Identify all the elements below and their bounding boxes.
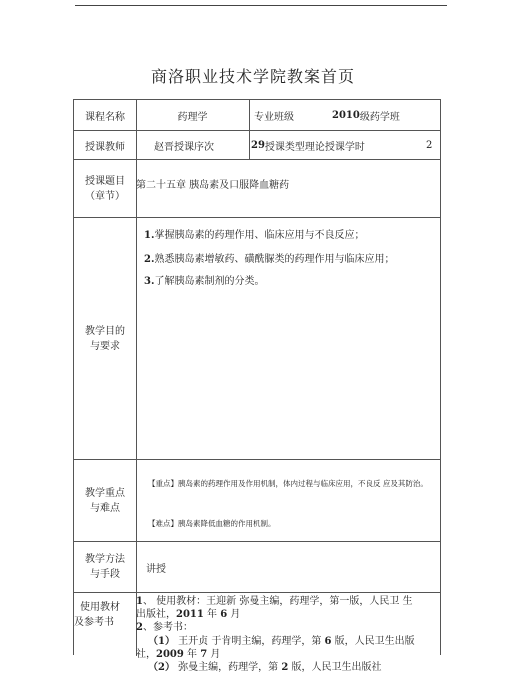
course-label: 课程名称 (85, 111, 125, 123)
method-label-line1: 教学方法 (85, 554, 125, 565)
course-row (74, 100, 440, 131)
keypoints-label-line2: 与难点 (90, 502, 120, 514)
top-rule (75, 5, 447, 6)
objective-item: 3.了解胰岛素制剂的分类。 (144, 276, 265, 287)
ref-line: （1） 王开贞 于肯明主编，药理学，第 6 版，人民卫生出版 (148, 636, 415, 647)
keypoints-label (74, 460, 136, 541)
hours-value: 2 (426, 139, 433, 151)
refs-row (74, 593, 440, 673)
topic-value: 第二十五章 胰岛素及口服降血糖药 (136, 180, 290, 191)
ref-line: 社，2009 年 7 月 (136, 649, 221, 660)
order-label: 授课序次 (174, 141, 214, 153)
class-year: 2010 (332, 109, 360, 121)
refs-label (74, 593, 136, 656)
ref-line: 1、 使用教材：王迎新 弥曼主编，药理学，第一版，人民卫 生 (136, 596, 413, 607)
refs-label-line1: 使用教材 (80, 601, 120, 613)
teacher-label: 授课教师 (85, 141, 125, 153)
ref-line: 出版社，2011 年 6 月 (136, 609, 241, 620)
class-name: 级药学班 (359, 111, 400, 123)
topic-label-line1: 授课题目 (85, 175, 125, 187)
objectives-label-line2: 与要求 (90, 340, 120, 352)
refs-label-line2: 及参考书 (74, 616, 114, 628)
page-title: 商洛职业技术学院教案首页 (150, 67, 355, 86)
hours-label: 授课学时 (324, 141, 365, 153)
method-label-line2: 与手段 (90, 569, 120, 580)
teacher-row (74, 131, 440, 160)
lesson-plan-table (73, 99, 441, 673)
objectives-row (74, 218, 440, 460)
objective-item: 2.熟悉胰岛素增敏药、磺酰脲类的药理作用与临床应用； (144, 254, 395, 265)
type-label: 授课类型 (264, 141, 305, 153)
objectives-label (74, 218, 136, 459)
class-label: 专业班级 (254, 111, 294, 123)
method-label (74, 542, 136, 592)
method-row (74, 542, 440, 593)
method-value: 讲授 (146, 563, 166, 575)
type-group (251, 131, 411, 159)
objectives-list (136, 218, 440, 459)
difficult-point: 【难点】胰岛素降低血糖的作用机制。 (148, 519, 276, 528)
order-value: 29 (251, 139, 265, 151)
class-value (332, 100, 442, 130)
refs-content (136, 593, 440, 673)
course-value: 药理学 (177, 111, 208, 123)
objectives-label-line1: 教学目的 (85, 325, 125, 337)
type-value: 理论 (304, 141, 325, 153)
topic-label-line2: （章节） (85, 190, 125, 202)
keypoints-content (136, 460, 440, 541)
objective-item: 1.掌握胰岛素的药理作用、临床应用与不良反应； (144, 230, 365, 241)
topic-row (74, 160, 440, 218)
teacher-group (154, 131, 254, 159)
keypoints-row (74, 460, 440, 542)
ref-line: 2、参考书： (136, 622, 193, 633)
key-point: 【重点】胰岛素的药理作用及作用机制，体内过程与临床应用，不良反 应及其防治。 (148, 479, 428, 488)
keypoints-label-line1: 教学重点 (85, 487, 125, 499)
teacher-value: 赵晋 (154, 141, 174, 153)
ref-line: （2） 弥曼主编，药理学，第 2 版，人民卫生出版社 (148, 662, 382, 673)
topic-label (74, 160, 136, 217)
